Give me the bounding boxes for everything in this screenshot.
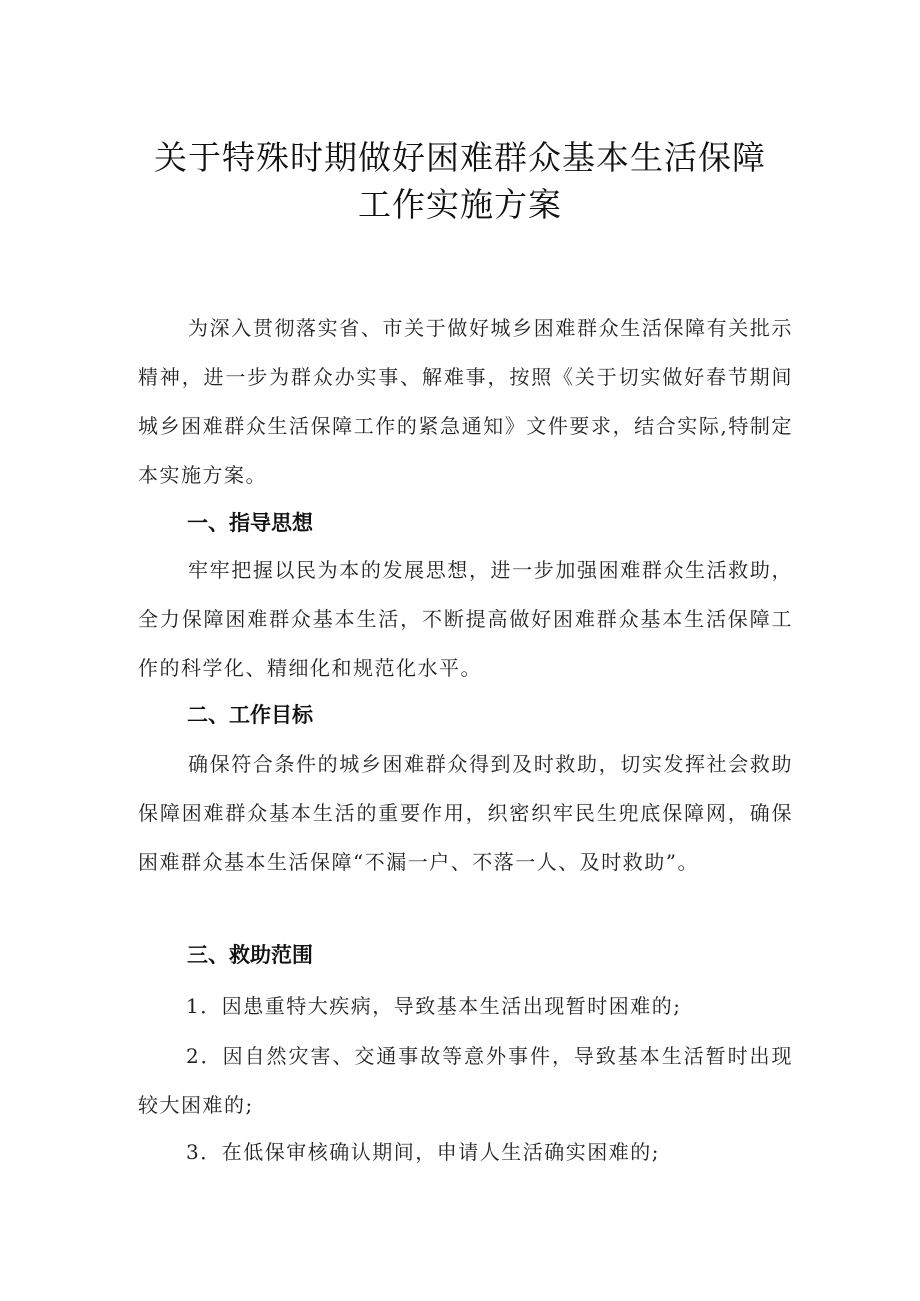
section-2-paragraph: 确保符合条件的城乡困难群众得到及时救助，切实发挥社会救助保障困难群众基本生活的重要作用，织密织牢民生兜底保障网，确保困难群众基本生活保障“不漏一户、不落一人、及时救助”。 <box>138 752 793 874</box>
section-heading-2: 二、工作目标 <box>187 703 313 727</box>
scope-item-3: 3．在低保审核确认期间，申请人生活确实困难的; <box>186 1140 660 1164</box>
section-1-paragraph: 牢牢把握以民为本的发展思想，进一步加强困难群众生活救助，全力保障困难群众基本生活，不断提高做好困难群众基本生活保障工作的科学化、精细化和规范化水平。 <box>138 558 793 680</box>
section-heading-1: 一、指导思想 <box>187 511 313 535</box>
scope-item-2: 2．因自然灾害、交通事故等意外事件，导致基本生活暂时出现较大困难的; <box>138 1044 793 1117</box>
intro-paragraph: 为深入贯彻落实省、市关于做好城乡困难群众生活保障有关批示精神，进一步为群众办实事、解难事，按照《关于切实做好春节期间城乡困难群众生活保障工作的紧急通知》文件要求，结合实际,特制定本实施方案。 <box>138 316 793 487</box>
scope-item-1: 1．因患重特大疾病，导致基本生活出现暂时困难的; <box>186 994 682 1018</box>
document-title-line-2: 工作实施方案 <box>358 185 562 224</box>
section-heading-3: 三、救助范围 <box>187 943 313 967</box>
document-title-line-1: 关于特殊时期做好困难群众基本生活保障 <box>154 138 766 177</box>
